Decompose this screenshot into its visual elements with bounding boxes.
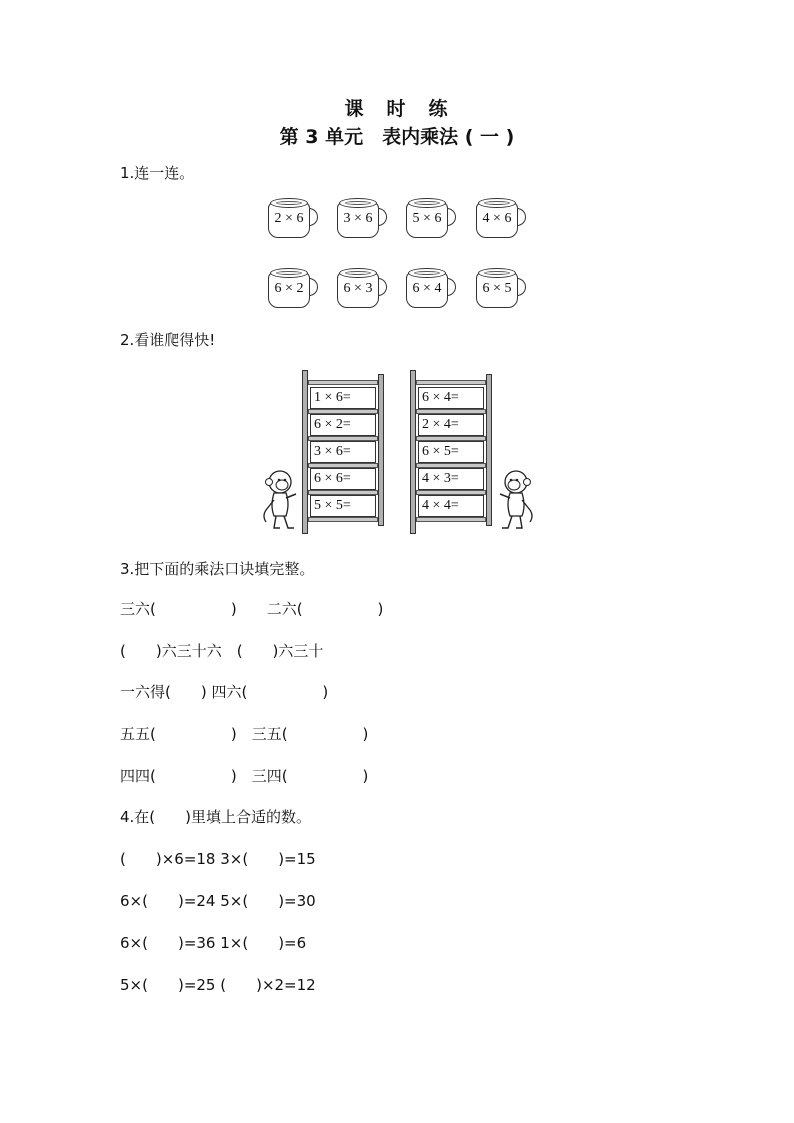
fill-line: 三六( ) 二六( ) [120,600,384,618]
mug-label: 3 × 6 [343,211,373,226]
ladder-problem: 6 × 5= [418,441,484,463]
fill-line: 一六得( ) 四六( ) [120,683,329,701]
ladder-problem: 5 × 5= [310,495,376,517]
mug-icon [476,198,526,238]
page-title: 课 时 练 [344,98,450,120]
question-3-heading: 3.把下面的乘法口诀填完整。 [120,560,315,578]
mug-icon [268,268,318,308]
mug-label: 6 × 5 [482,281,512,296]
ladder-problem: 2 × 4= [418,414,484,436]
fill-line: 5×( )=25 ( )×2=12 [120,976,316,994]
question-1-heading: 1.连一连。 [120,164,195,182]
fill-line: 6×( )=24 5×( )=30 [120,892,316,910]
mug-label: 2 × 6 [274,211,304,226]
ladder-problem: 6 × 2= [310,414,376,436]
mug-label: 4 × 6 [482,211,512,226]
question-2-heading: 2.看谁爬得快! [120,331,216,349]
fill-line: ( )六三十六 ( )六三十 [120,642,324,660]
mug-icon [476,268,526,308]
mug-icon [406,198,456,238]
ladder-problem: 1 × 6= [310,387,376,409]
left-ladder [302,370,386,534]
mug-icon [337,268,387,308]
mug-icon [268,198,318,238]
fill-line: 6×( )=36 1×( )=6 [120,934,307,952]
ladder-problem: 6 × 6= [310,468,376,490]
ladder-problem: 4 × 4= [418,495,484,517]
mug-icon [406,268,456,308]
ladder-problem: 4 × 3= [418,468,484,490]
fill-line: ( )×6=18 3×( )=15 [120,850,316,868]
ladder-problem: 3 × 6= [310,441,376,463]
monkey-icon [258,468,300,532]
fill-line: 四四( ) 三四( ) [120,767,369,785]
monkey-icon [496,468,538,532]
right-ladder [410,370,494,534]
mug-label: 6 × 4 [412,281,442,296]
mug-label: 6 × 3 [343,281,373,296]
mug-label: 5 × 6 [412,211,442,226]
fill-line: 五五( ) 三五( ) [120,725,369,743]
question-4-heading: 4.在( )里填上合适的数。 [120,808,312,826]
ladder-problem: 6 × 4= [418,387,484,409]
mug-icon [337,198,387,238]
unit-subtitle: 第 3 单元 表内乘法 ( 一 ) [279,126,515,148]
mug-label: 6 × 2 [274,281,304,296]
